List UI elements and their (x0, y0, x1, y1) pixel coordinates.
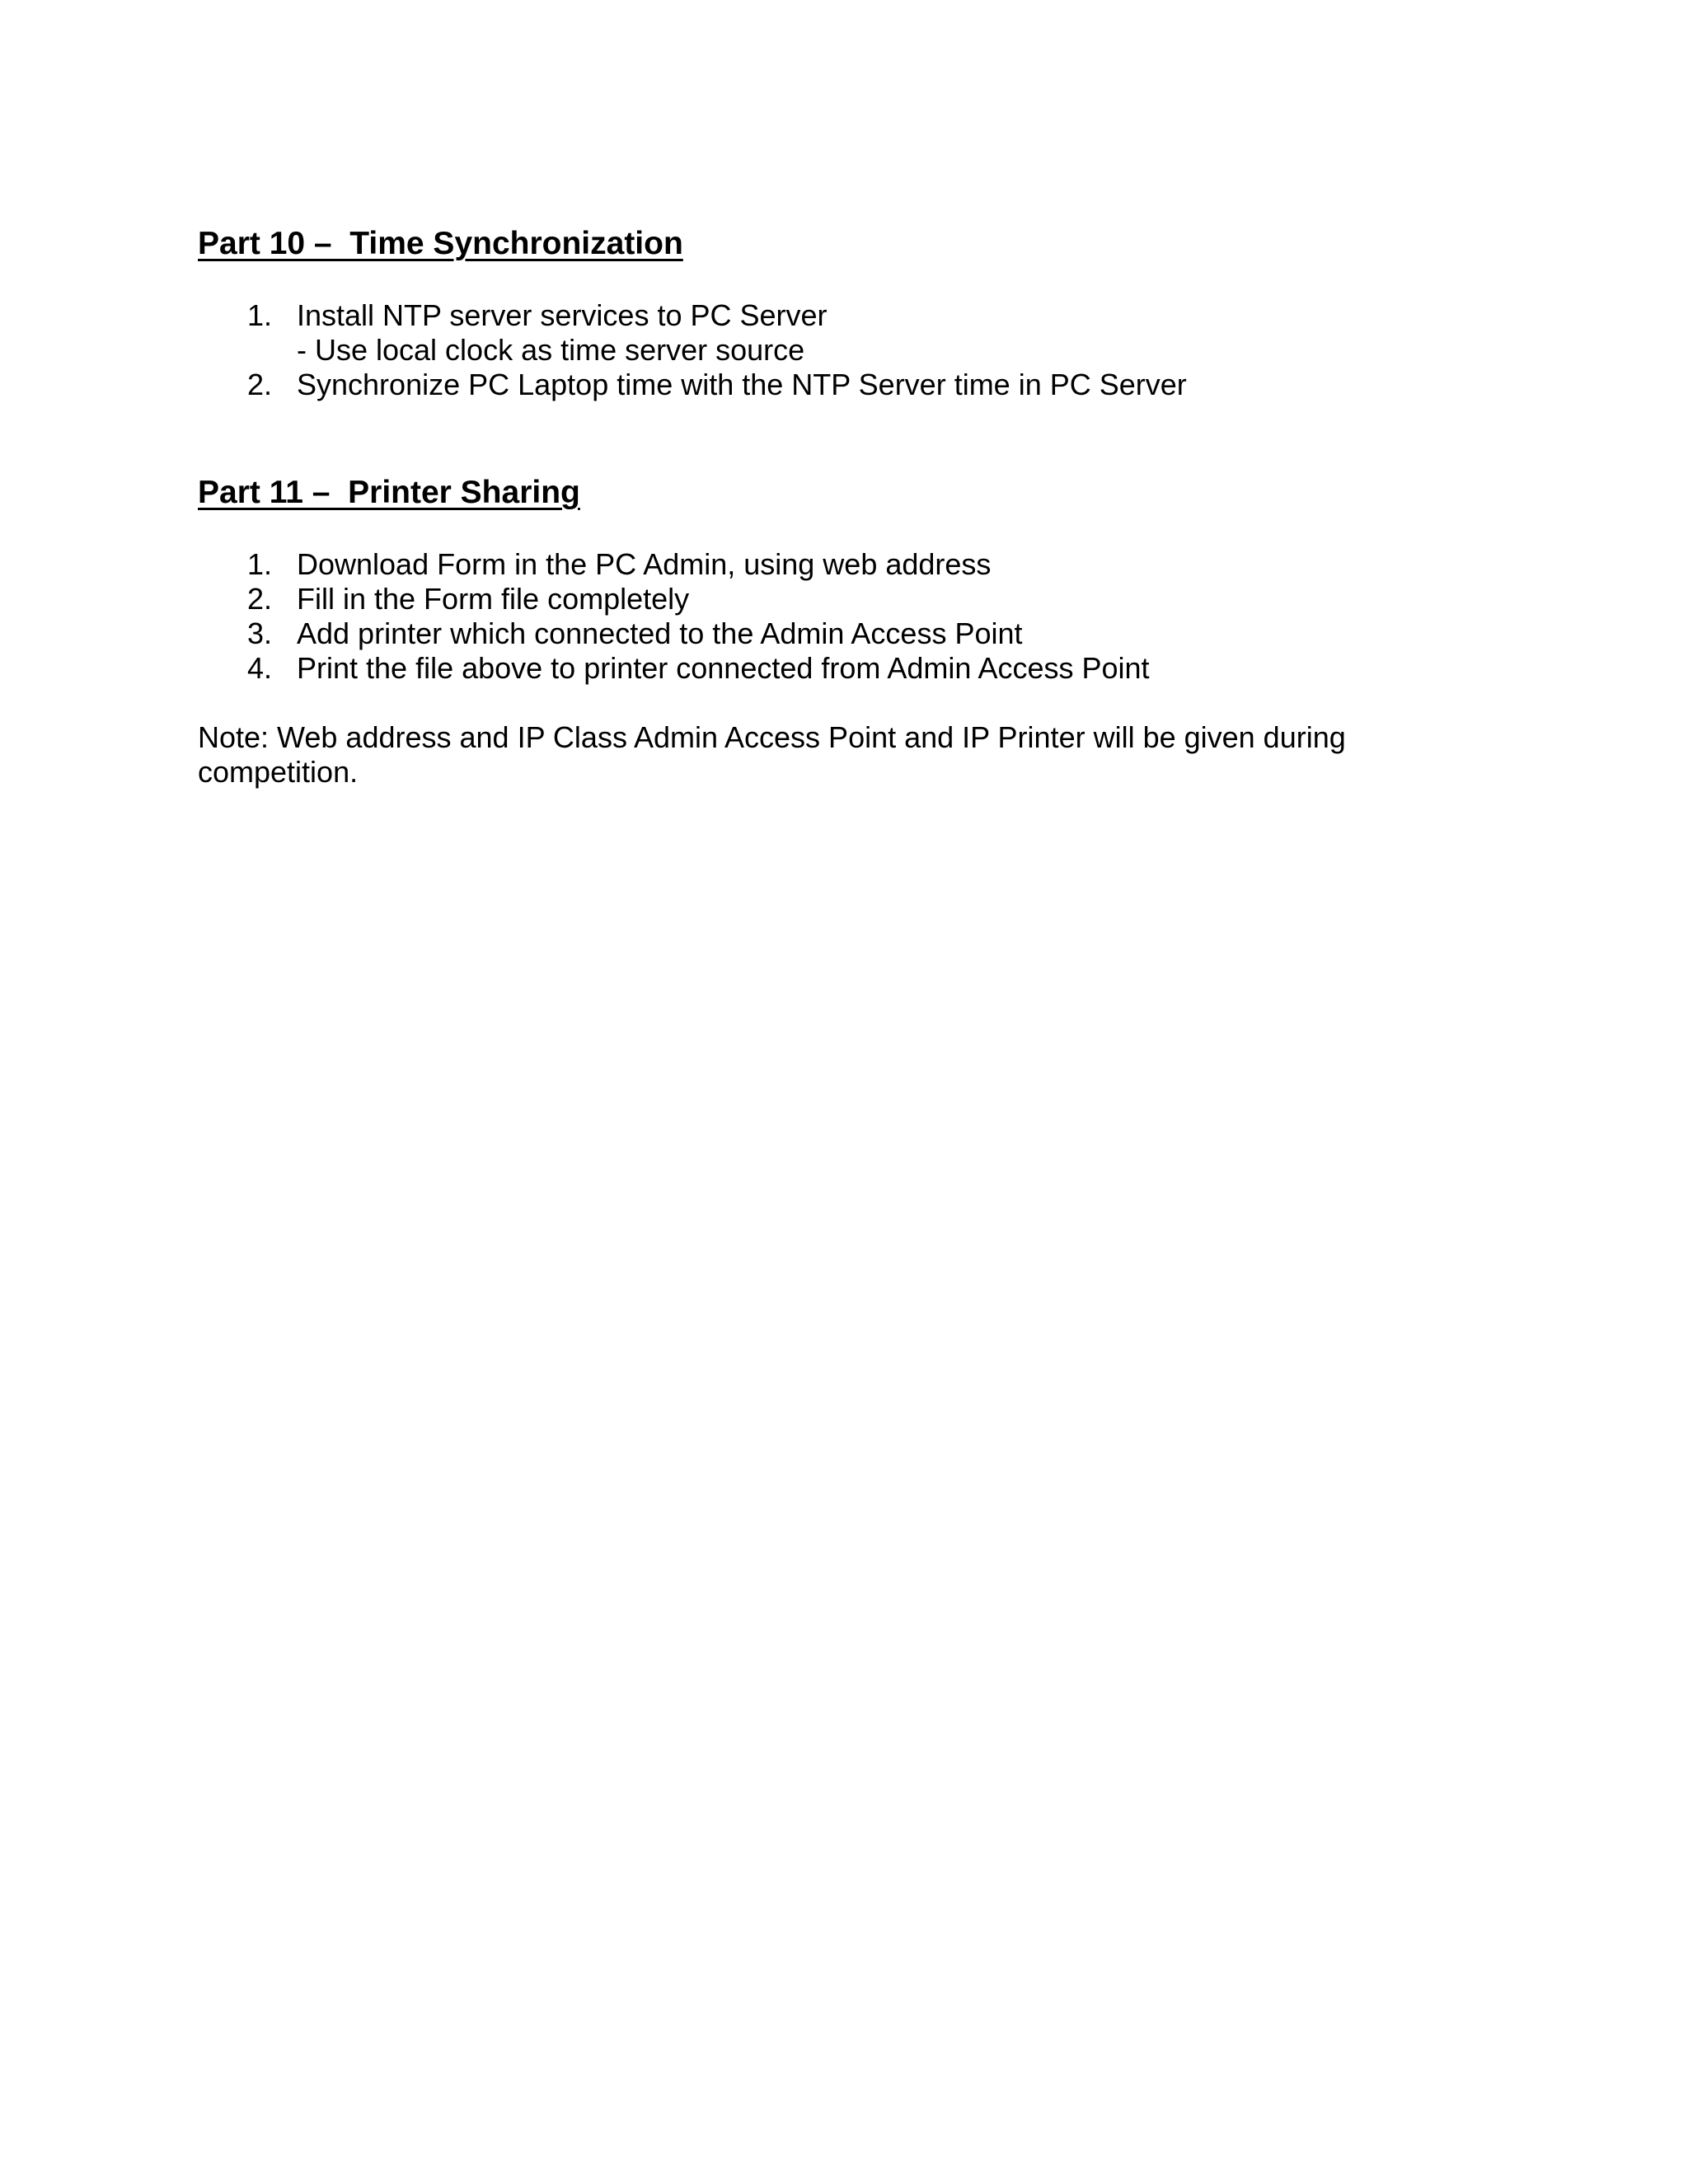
document-content (198, 223, 1484, 819)
list-item (198, 616, 1484, 651)
list-item (198, 582, 1484, 616)
list-text: Add printer which connected to the Admin Access Point (297, 616, 1023, 650)
section-heading-part-10: Part 10 – Time Synchronization (198, 226, 683, 261)
list-subtext: - Use local clock as time server source (297, 333, 805, 367)
list-text: Fill in the Form file completely (297, 582, 690, 616)
note-paragraph: Note: Web address and IP Class Admin Access Point and IP Printer will be given during competition. (198, 720, 1346, 789)
list-number: 3. (247, 616, 273, 650)
list-text: Print the file above to printer connected from Admin Access Point (297, 651, 1150, 685)
list-item (198, 368, 1484, 402)
list-text: Synchronize PC Laptop time with the NTP Server time in PC Server (297, 368, 1187, 401)
section-heading-part-11: Part 11 – Printer Sharing (198, 475, 580, 510)
list-number: 1. (247, 298, 273, 332)
list-text: Install NTP server services to PC Server (297, 298, 828, 332)
part-10-list (198, 298, 1484, 402)
list-item (198, 547, 1484, 582)
list-item (198, 298, 1484, 368)
list-number: 1. (247, 547, 273, 581)
list-number: 2. (247, 368, 273, 401)
list-text: Download Form in the PC Admin, using web address (297, 547, 992, 581)
list-number: 4. (247, 651, 273, 685)
list-number: 2. (247, 582, 273, 616)
list-item (198, 651, 1484, 686)
part-11-list (198, 547, 1484, 686)
